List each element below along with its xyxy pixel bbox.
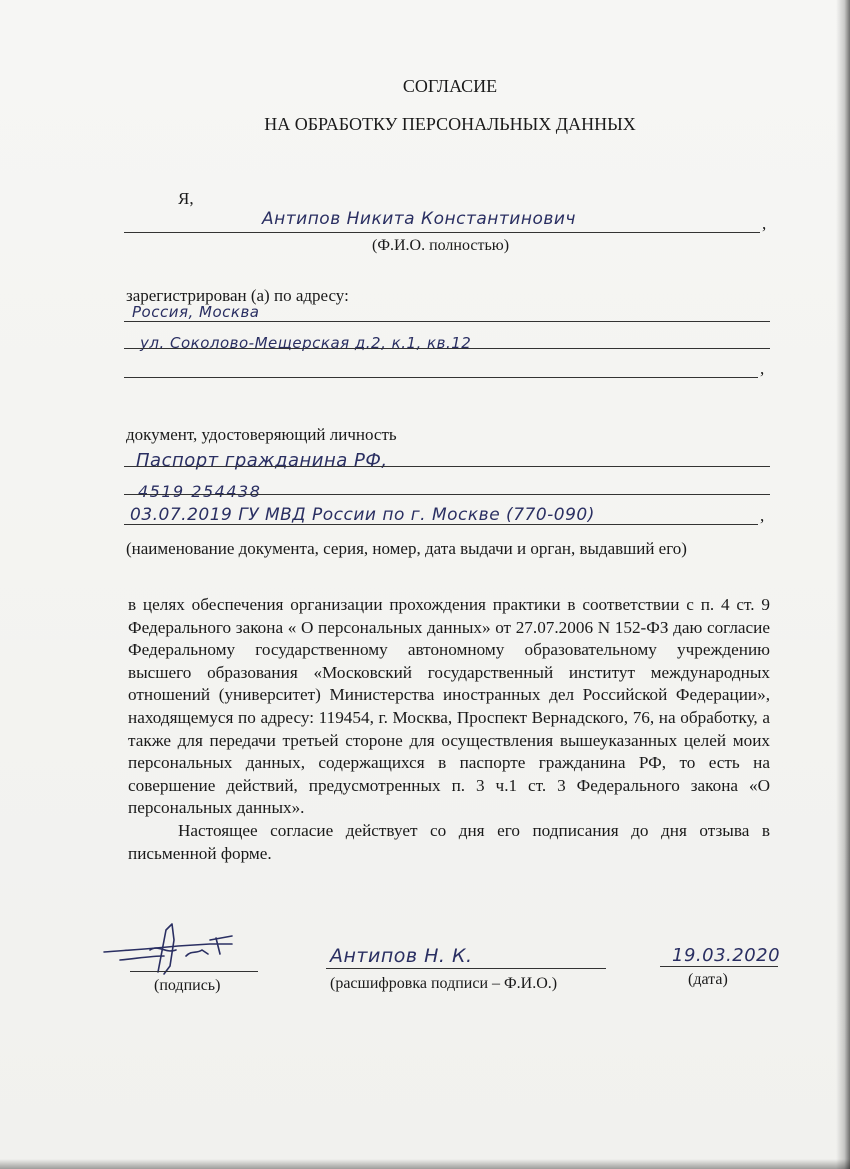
subject-name-handwritten: Антипов Никита Константинович bbox=[262, 209, 576, 229]
document-label: документ, удостоверяющий личность bbox=[126, 425, 397, 444]
document-line1-handwritten: Паспорт гражданина РФ, bbox=[136, 450, 388, 471]
address-underline-1 bbox=[124, 321, 770, 322]
document-line3-handwritten: 03.07.2019 ГУ МВД России по г. Москве (770-090) bbox=[130, 505, 595, 525]
decoding-handwritten: Антипов Н. К. bbox=[330, 945, 473, 967]
consent-paragraph-2: Настоящее согласие действует со дня его подписания до дня отзыва в письменной форме. bbox=[128, 820, 770, 863]
address-line2-handwritten: ул. Соколово-Мещерская д.2, к.1, кв.12 bbox=[140, 334, 472, 352]
signature-underline bbox=[130, 971, 258, 972]
scan-edge-right bbox=[836, 0, 850, 1169]
document-caption: (наименование документа, серия, номер, дата выдачи и орган, выдавший его) bbox=[126, 539, 687, 558]
date-underline bbox=[660, 966, 778, 967]
consent-body bbox=[128, 594, 770, 865]
name-underline bbox=[124, 232, 760, 233]
name-caption: (Ф.И.О. полностью) bbox=[372, 237, 510, 254]
date-handwritten: 19.03.2020 bbox=[672, 945, 781, 966]
date-caption: (дата) bbox=[688, 971, 728, 988]
address-comma: , bbox=[760, 359, 765, 378]
document-title: СОГЛАСИЕ bbox=[402, 76, 498, 96]
document-subtitle: НА ОБРАБОТКУ ПЕРСОНАЛЬНЫХ ДАННЫХ bbox=[264, 114, 636, 134]
scan-edge-bottom bbox=[0, 1159, 850, 1169]
signature-caption: (подпись) bbox=[154, 977, 221, 994]
document-underline-3 bbox=[124, 524, 758, 525]
subject-prefix: Я, bbox=[178, 189, 194, 208]
document-comma: , bbox=[760, 506, 765, 525]
address-underline-2 bbox=[124, 348, 770, 349]
signature-mark bbox=[100, 920, 240, 978]
address-underline-3 bbox=[124, 377, 758, 378]
name-comma: , bbox=[762, 214, 767, 233]
document-underline-1 bbox=[124, 466, 770, 467]
document-line2-handwritten: 4519 254438 bbox=[138, 482, 262, 501]
decoding-caption: (расшифровка подписи – Ф.И.О.) bbox=[330, 975, 558, 992]
document-underline-2 bbox=[124, 494, 770, 495]
address-line1-handwritten: Россия, Москва bbox=[132, 303, 260, 321]
consent-paragraph-1: в целях обеспечения организации прохождения практики в соответствии с п. 4 ст. 9 Федерального закона « О персональных данных» от 27.07.2006 N 152-ФЗ даю согласие Федеральному государственному автономному образовательному учреждению высшего образования «Московский государственный институт международных отношений (университет) Министерства иностранных дел Российской Федерации», находящемуся по адресу: 119454, г. Москва, Проспект Вернадского, 76, на обработку, а также для передачи третьей стороне для осуществления вышеуказанных целей моих персональных данных, содержащихся в паспорте гражданина РФ, то есть на совершение действий, предусмотренных п. 3 ч.1 ст. 3 Федерального закона «О персональных данных». bbox=[128, 595, 770, 818]
address-label: зарегистрирован (а) по адресу: bbox=[126, 286, 349, 305]
decoding-underline bbox=[326, 968, 606, 969]
